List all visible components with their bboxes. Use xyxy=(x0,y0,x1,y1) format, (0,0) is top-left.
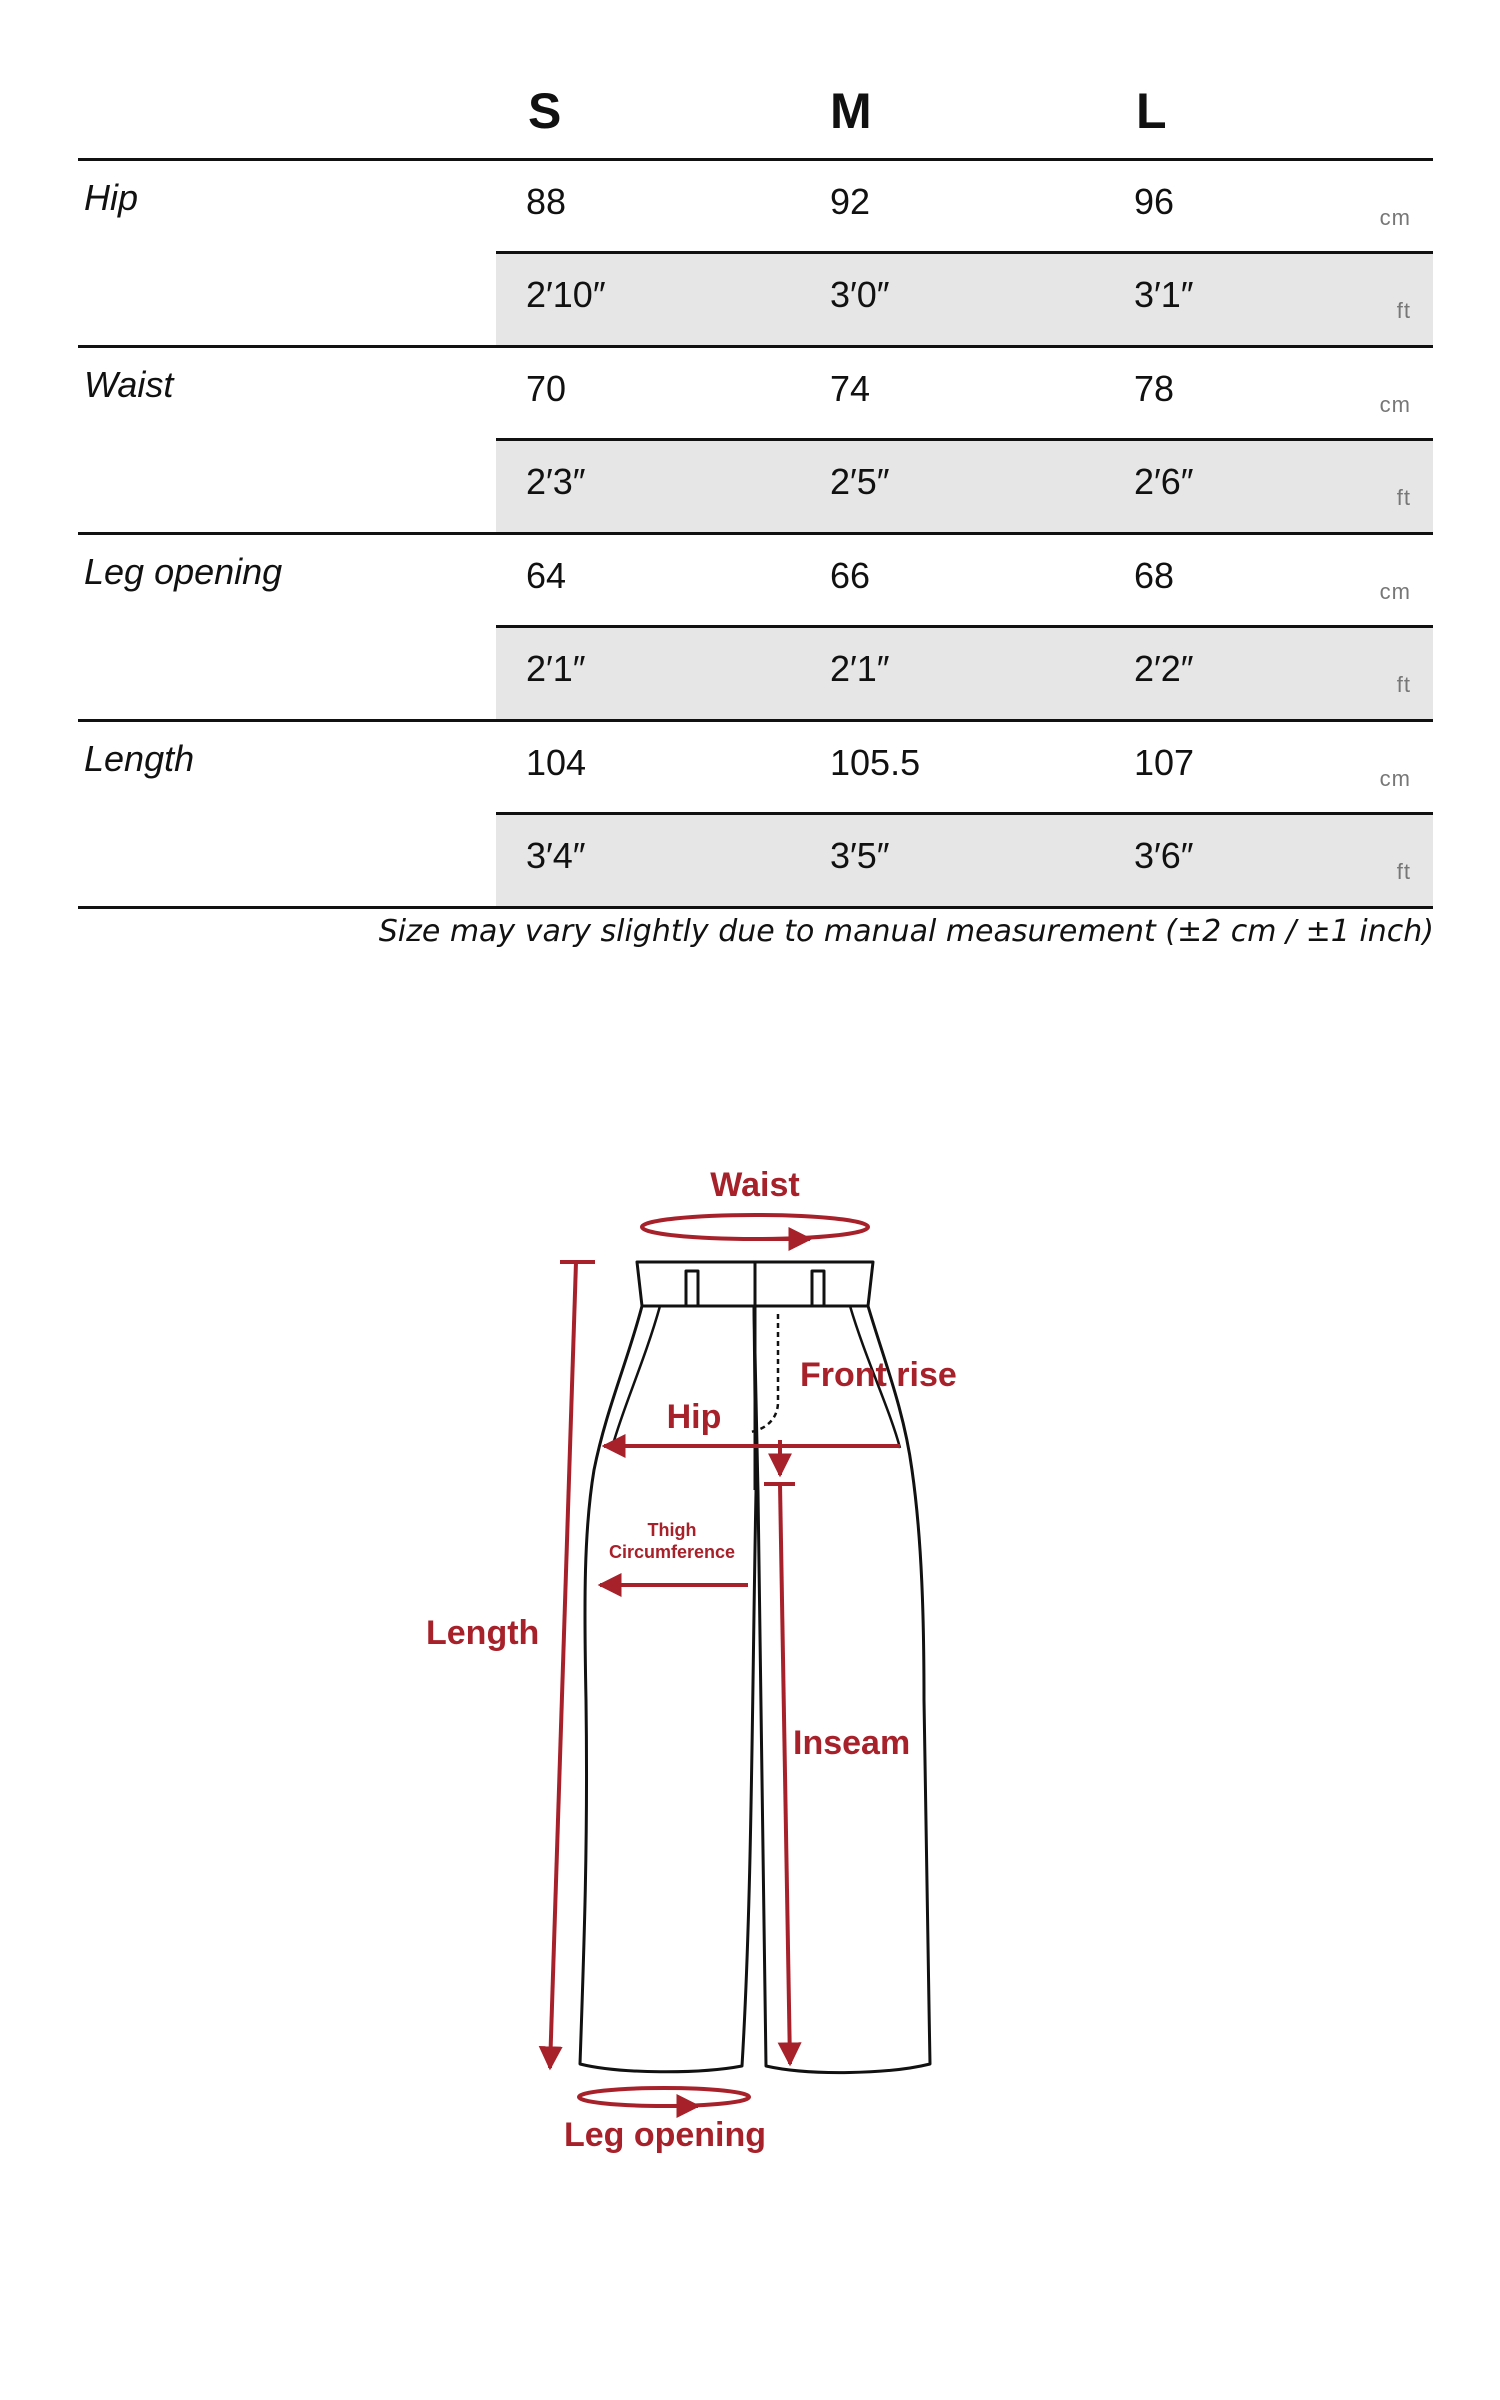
cm-row xyxy=(496,161,1433,254)
ft-value-l: 2′2″ xyxy=(1134,648,1194,689)
ft-value-l: 2′6″ xyxy=(1134,461,1194,502)
pants-diagram-svg xyxy=(0,1100,1500,2200)
ft-value-m: 2′5″ xyxy=(830,461,890,502)
ft-value-s: 2′3″ xyxy=(526,461,586,502)
pants-measurement-diagram xyxy=(0,1100,1500,2200)
measurement-footnote: Size may vary slightly due to manual measurement (±2 cm / ±1 inch) xyxy=(378,914,1434,949)
measurement-group-leg-opening xyxy=(78,535,1433,722)
cm-value-l: 107 xyxy=(1134,742,1195,783)
ft-value-m: 3′0″ xyxy=(830,274,890,315)
thigh-label-line2: Circumference xyxy=(608,1542,736,1562)
ft-value-s: 2′1″ xyxy=(526,648,586,689)
ft-value-m: 2′1″ xyxy=(830,648,890,689)
leg-opening-loop xyxy=(579,2088,749,2106)
cm-row xyxy=(496,535,1433,628)
hip-label: Hip xyxy=(666,1398,722,1436)
cm-value-l: 68 xyxy=(1134,555,1175,596)
measurement-label: Waist xyxy=(84,364,174,405)
cm-value-m: 105.5 xyxy=(830,742,921,783)
ft-value-l: 3′1″ xyxy=(1134,274,1194,315)
unit-ft: ft xyxy=(1396,672,1411,697)
ft-value-m: 3′5″ xyxy=(830,835,890,876)
measurement-group-length xyxy=(78,722,1433,909)
measurement-group-waist xyxy=(78,348,1433,535)
cm-value-s: 104 xyxy=(526,742,587,783)
size-header-l: L xyxy=(1136,83,1167,139)
measurement-label: Length xyxy=(84,738,195,779)
cm-value-m: 74 xyxy=(830,368,871,409)
thigh-label-line1: Thigh xyxy=(647,1520,697,1540)
cm-value-s: 64 xyxy=(526,555,567,596)
length-arrow xyxy=(550,1262,576,2068)
unit-cm: cm xyxy=(1379,766,1411,791)
unit-ft: ft xyxy=(1396,859,1411,884)
unit-ft: ft xyxy=(1396,298,1411,323)
size-header-row xyxy=(78,60,1433,161)
cm-row xyxy=(496,348,1433,441)
measurement-group-hip xyxy=(78,161,1433,348)
cm-value-l: 78 xyxy=(1134,368,1175,409)
size-table xyxy=(78,60,1433,909)
length-label: Length xyxy=(426,1614,540,1652)
unit-cm: cm xyxy=(1379,579,1411,604)
cm-value-s: 88 xyxy=(526,181,567,222)
unit-cm: cm xyxy=(1379,392,1411,417)
inseam-label: Inseam xyxy=(793,1724,911,1762)
unit-cm: cm xyxy=(1379,205,1411,230)
ft-value-l: 3′6″ xyxy=(1134,835,1194,876)
leg-opening-label: Leg opening xyxy=(563,2116,767,2154)
waist-label: Waist xyxy=(710,1166,800,1204)
cm-value-m: 66 xyxy=(830,555,871,596)
ft-value-s: 2′10″ xyxy=(526,274,606,315)
measurement-label: Hip xyxy=(84,177,139,218)
cm-value-s: 70 xyxy=(526,368,567,409)
cm-value-l: 96 xyxy=(1134,181,1175,222)
ft-row xyxy=(496,628,1433,719)
cm-value-m: 92 xyxy=(830,181,871,222)
waist-loop xyxy=(642,1215,868,1239)
cm-row xyxy=(496,722,1433,815)
measurement-label: Leg opening xyxy=(84,551,283,592)
ft-row xyxy=(496,441,1433,532)
ft-row xyxy=(496,815,1433,906)
size-header-m: M xyxy=(830,83,872,139)
unit-ft: ft xyxy=(1396,485,1411,510)
ft-row xyxy=(496,254,1433,345)
front-rise-label: Front rise xyxy=(800,1356,957,1394)
ft-value-s: 3′4″ xyxy=(526,835,586,876)
size-header-s: S xyxy=(528,83,562,139)
